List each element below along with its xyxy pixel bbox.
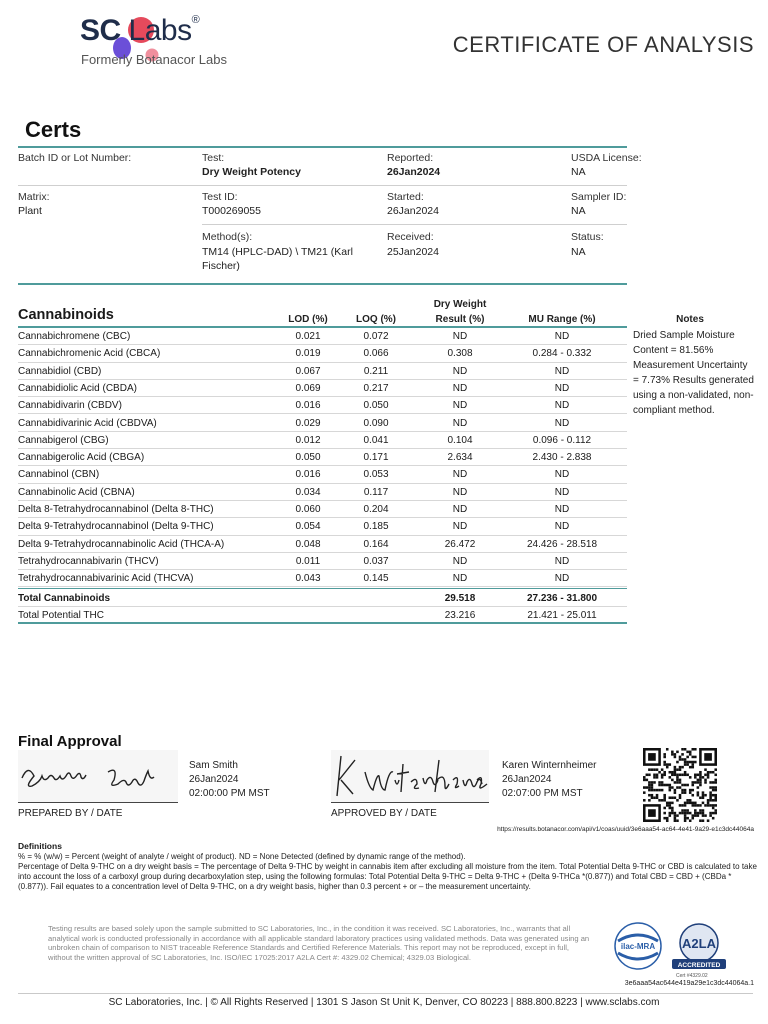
analyte-name: Delta 9-Tetrahydrocannabinolic Acid (THCA-A) xyxy=(18,538,225,550)
received-value: 25Jan2024 xyxy=(387,246,439,258)
lod-value: 0.012 xyxy=(295,434,321,446)
info-divider-1 xyxy=(18,185,627,186)
definitions-line-1: % = % (w/w) = Percent (weight of analyte / weight of product). ND = None Detected (defined by dynamic range of the method). xyxy=(18,852,466,861)
result-value: 0.308 xyxy=(447,348,473,360)
table-row xyxy=(18,501,627,518)
mu-range-value: ND xyxy=(554,469,570,481)
loq-value: 0.053 xyxy=(363,469,389,481)
mu-range-value: ND xyxy=(554,331,570,342)
lod-value: 0.048 xyxy=(295,538,321,550)
result-value: ND xyxy=(452,486,468,498)
a2la-accredited-badge-icon xyxy=(668,921,730,971)
lod-value: 0.050 xyxy=(295,452,321,464)
table-row xyxy=(18,363,627,380)
mu-range-value: ND xyxy=(554,504,570,515)
svg-text:A2LA: A2LA xyxy=(682,936,716,951)
loq-value: 0.117 xyxy=(363,486,389,498)
info-top-rule xyxy=(18,146,627,148)
svg-text:ilac-MRA: ilac-MRA xyxy=(620,942,656,951)
lod-value: 0.016 xyxy=(295,400,321,412)
analyte-name: Cannabidiol (CBD) xyxy=(18,365,102,377)
result-value: ND xyxy=(452,331,468,342)
loq-value: 0.090 xyxy=(363,417,389,429)
mu-range-value: 0.096 - 0.112 xyxy=(532,434,592,446)
col-result-header-line2: Result (%) xyxy=(435,314,485,325)
cert-number: Cert #4329.02 xyxy=(676,973,708,979)
preparer-caption: PREPARED BY / DATE xyxy=(18,808,123,819)
test-label: Test: xyxy=(202,152,225,164)
preparer-signature-icon xyxy=(18,750,178,802)
loq-value: 0.066 xyxy=(363,348,389,360)
cannabinoids-title: Cannabinoids xyxy=(18,307,114,323)
col-mu-header: MU Range (%) xyxy=(528,314,596,325)
loq-value: 0.185 xyxy=(363,521,389,533)
method-label: Method(s): xyxy=(202,231,253,243)
result-value: ND xyxy=(452,469,468,481)
analyte-name: Tetrahydrocannabivarin (THCV) xyxy=(18,555,159,567)
table-row xyxy=(18,518,627,535)
mu-range-value: ND xyxy=(554,400,570,412)
mu-range-value: ND xyxy=(554,521,570,533)
result-value: ND xyxy=(452,573,468,585)
lod-value: 0.054 xyxy=(295,521,321,533)
method-value: TM14 (HPLC-DAD) \ TM21 (Karl Fischer) xyxy=(202,246,353,272)
analyte-name: Cannabichromenic Acid (CBCA) xyxy=(18,348,161,360)
definitions-text xyxy=(18,852,758,892)
col-lod-header: LOD (%) xyxy=(288,314,328,325)
table-notes: Dried Sample Moisture Content = 81.56% Measurement Uncertainty = 7.73% Results generated using a non-validated, non-compliant method. xyxy=(633,330,754,416)
ilac-mra-badge-icon xyxy=(610,921,666,971)
result-value: ND xyxy=(452,521,468,533)
sampler-id-value: NA xyxy=(571,205,586,217)
total-thc-row xyxy=(18,607,627,624)
mu-range-value: ND xyxy=(554,417,570,429)
analyte-name: Cannabigerolic Acid (CBGA) xyxy=(18,452,145,464)
lod-value: 0.069 xyxy=(295,382,321,394)
table-row xyxy=(18,466,627,483)
batch-id-label: Batch ID or Lot Number: xyxy=(18,152,132,164)
document-title: CERTIFICATE OF ANALYSIS xyxy=(452,32,754,57)
mu-range-value: 24.426 - 28.518 xyxy=(526,538,598,550)
loq-value: 0.037 xyxy=(363,555,389,567)
loq-value: 0.050 xyxy=(363,400,389,412)
table-row xyxy=(18,484,627,501)
analyte-name: Total Potential THC xyxy=(18,609,104,621)
final-approval-title: Final Approval xyxy=(18,733,122,750)
info-divider-2 xyxy=(202,224,627,225)
mu-range-value: ND xyxy=(554,486,570,498)
table-row xyxy=(18,415,627,432)
preparer-signature-line xyxy=(18,802,178,803)
analyte-name: Cannabidiolic Acid (CBDA) xyxy=(18,382,137,394)
footer-rule xyxy=(18,993,753,994)
usda-license-value: NA xyxy=(571,166,586,178)
analyte-name: Cannabinolic Acid (CBNA) xyxy=(18,486,135,498)
analyte-name: Delta 8-Tetrahydrocannabinol (Delta 8-THC) xyxy=(18,504,214,515)
lod-value: 0.016 xyxy=(295,469,321,481)
footer-text: SC Laboratories, Inc. | © All Rights Reserved | 1301 S Jason St Unit K, Denver, CO 80223 | 888.800.8223 | www.sclabs.com xyxy=(108,997,660,1008)
loq-value: 0.164 xyxy=(363,538,389,550)
table-row xyxy=(18,536,627,553)
reported-value: 26Jan2024 xyxy=(387,166,441,178)
result-value: 26.472 xyxy=(444,538,476,550)
started-label: Started: xyxy=(387,191,424,203)
preparer-signature-box xyxy=(18,750,178,802)
disclaimer-text: Testing results are based solely upon the sample submitted to SC Laboratories, Inc., in the condition it was received. SC Laboratories, Inc., warrants that all analytical work is conducted professionally in accordance with all applicable standard laboratory practices using validated methods. Data was generated using an unbroken chain of comparison to NIST traceable Reference Standards and Certified Reference Materials. This report may not be reproduced, except in full, without the written approval of SC Laboratories, Inc. ISO/IEC 17025:2017 A2LA Cert #: 4329.02 Chemical; 4329.03 Biological. xyxy=(48,924,590,962)
table-row xyxy=(18,397,627,414)
result-value: ND xyxy=(452,365,468,377)
lod-value: 0.034 xyxy=(295,486,321,498)
loq-value: 0.145 xyxy=(363,573,389,585)
mu-range-value: ND xyxy=(554,555,570,567)
analyte-name: Cannabidivarinic Acid (CBDVA) xyxy=(18,417,157,429)
result-value: 29.518 xyxy=(444,592,476,604)
received-label: Received: xyxy=(387,231,434,243)
section-title: Certs xyxy=(25,117,82,142)
approver-signature-icon xyxy=(331,750,489,802)
table-row xyxy=(18,570,627,587)
result-value: 2.634 xyxy=(447,452,473,464)
table-row xyxy=(18,345,627,362)
col-notes-header: Notes xyxy=(676,314,704,325)
analyte-name: Total Cannabinoids xyxy=(18,592,111,604)
approver-signature-box xyxy=(331,750,489,802)
sampler-id-label: Sampler ID: xyxy=(571,191,627,203)
matrix-label: Matrix: xyxy=(18,191,50,203)
test-id-label: Test ID: xyxy=(202,191,238,203)
lod-value: 0.019 xyxy=(295,348,321,360)
result-value: ND xyxy=(452,382,468,394)
table-row xyxy=(18,449,627,466)
matrix-value: Plant xyxy=(18,205,42,217)
lod-value: 0.011 xyxy=(295,555,321,567)
mu-range-value: 0.284 - 0.332 xyxy=(532,348,592,360)
loq-value: 0.204 xyxy=(363,504,389,515)
mu-range-value: 21.421 - 25.011 xyxy=(527,609,597,621)
result-value: 23.216 xyxy=(444,609,476,621)
preparer-info: Sam Smith 26Jan2024 02:00:00 PM MST xyxy=(189,760,270,799)
analyte-name: Tetrahydrocannabivarinic Acid (THCVA) xyxy=(18,573,194,585)
info-bottom-rule xyxy=(18,283,627,285)
definitions-line-2: Percentage of Delta 9-THC on a dry weight basis = The percentage of Delta 9-THC by weight in cannabis item after excluding all moisture from the item. Total Potential Delta 9-THC or CBD is calculated to take into account the loss of a carboxyl group during decarboxylation step, using the following formulas: Total Potential Delta 9-THC = Delta 9-THC + (Delta 9-THCa *(0.877)) and Total CBD = CBD + (CBDa *(0.877)). Fail equates to a concentration level of Delta 9-THC, on a dry weight basis, higher than 0.3 percent + or – the measurement uncertainty. xyxy=(18,862,757,891)
approver-info: Karen Winternheimer 26Jan2024 02:07:00 PM MST xyxy=(502,760,597,799)
result-value: 0.104 xyxy=(447,434,473,446)
status-value: NA xyxy=(571,246,586,258)
brand-name: SC Labs® xyxy=(80,14,200,47)
qr-code-icon[interactable] xyxy=(643,748,717,822)
result-value: ND xyxy=(452,504,468,515)
lod-value: 0.021 xyxy=(295,331,321,342)
col-result-header-line1: Dry Weight xyxy=(433,299,487,310)
test-value: Dry Weight Potency xyxy=(202,166,301,178)
lod-value: 0.060 xyxy=(295,504,321,515)
total-cannabinoids-row xyxy=(18,590,627,607)
analyte-name: Cannabinol (CBN) xyxy=(18,469,100,481)
lod-value: 0.029 xyxy=(295,417,321,429)
table-row xyxy=(18,553,627,570)
cert-hash: 3e6aaa54ac644e419a29e1c3dc44064a.1 xyxy=(624,980,754,987)
usda-license-label: USDA License: xyxy=(571,152,642,164)
mu-range-value: ND xyxy=(554,573,570,585)
mu-range-value: ND xyxy=(554,382,570,394)
table-row xyxy=(18,432,627,449)
brand-subtitle: Formerly Botanacor Labs xyxy=(81,52,227,67)
approver-caption: APPROVED BY / DATE xyxy=(331,808,437,819)
mu-range-value: 2.430 - 2.838 xyxy=(532,452,592,464)
svg-text:ACCREDITED: ACCREDITED xyxy=(677,962,721,969)
loq-value: 0.171 xyxy=(363,452,389,464)
col-loq-header: LOQ (%) xyxy=(356,314,396,325)
loq-value: 0.211 xyxy=(363,365,389,377)
results-url[interactable]: https://results.botanacor.com/api/v1/coas/uuid/3e6aaa54-ac64-4e41-9a29-e1c3dc44064a xyxy=(497,826,754,833)
lod-value: 0.043 xyxy=(295,573,321,585)
table-row xyxy=(18,380,627,397)
table-row xyxy=(18,328,627,345)
reported-label: Reported: xyxy=(387,152,434,164)
result-value: ND xyxy=(452,417,468,429)
loq-value: 0.072 xyxy=(363,331,389,342)
approver-signature-line xyxy=(331,802,489,803)
started-value: 26Jan2024 xyxy=(387,205,439,217)
definitions-title: Definitions xyxy=(18,841,62,851)
result-value: ND xyxy=(452,400,468,412)
analyte-name: Delta 9-Tetrahydrocannabinol (Delta 9-THC) xyxy=(18,521,214,533)
mu-range-value: ND xyxy=(554,365,570,377)
loq-value: 0.217 xyxy=(363,382,389,394)
result-value: ND xyxy=(452,555,468,567)
analyte-name: Cannabichromene (CBC) xyxy=(18,331,131,342)
loq-value: 0.041 xyxy=(363,434,389,446)
mu-range-value: 27.236 - 31.800 xyxy=(526,592,598,604)
status-label: Status: xyxy=(571,231,604,243)
analyte-name: Cannabidivarin (CBDV) xyxy=(18,400,122,412)
lod-value: 0.067 xyxy=(295,365,321,377)
test-id-value: T000269055 xyxy=(202,205,261,217)
analyte-name: Cannabigerol (CBG) xyxy=(18,434,109,446)
